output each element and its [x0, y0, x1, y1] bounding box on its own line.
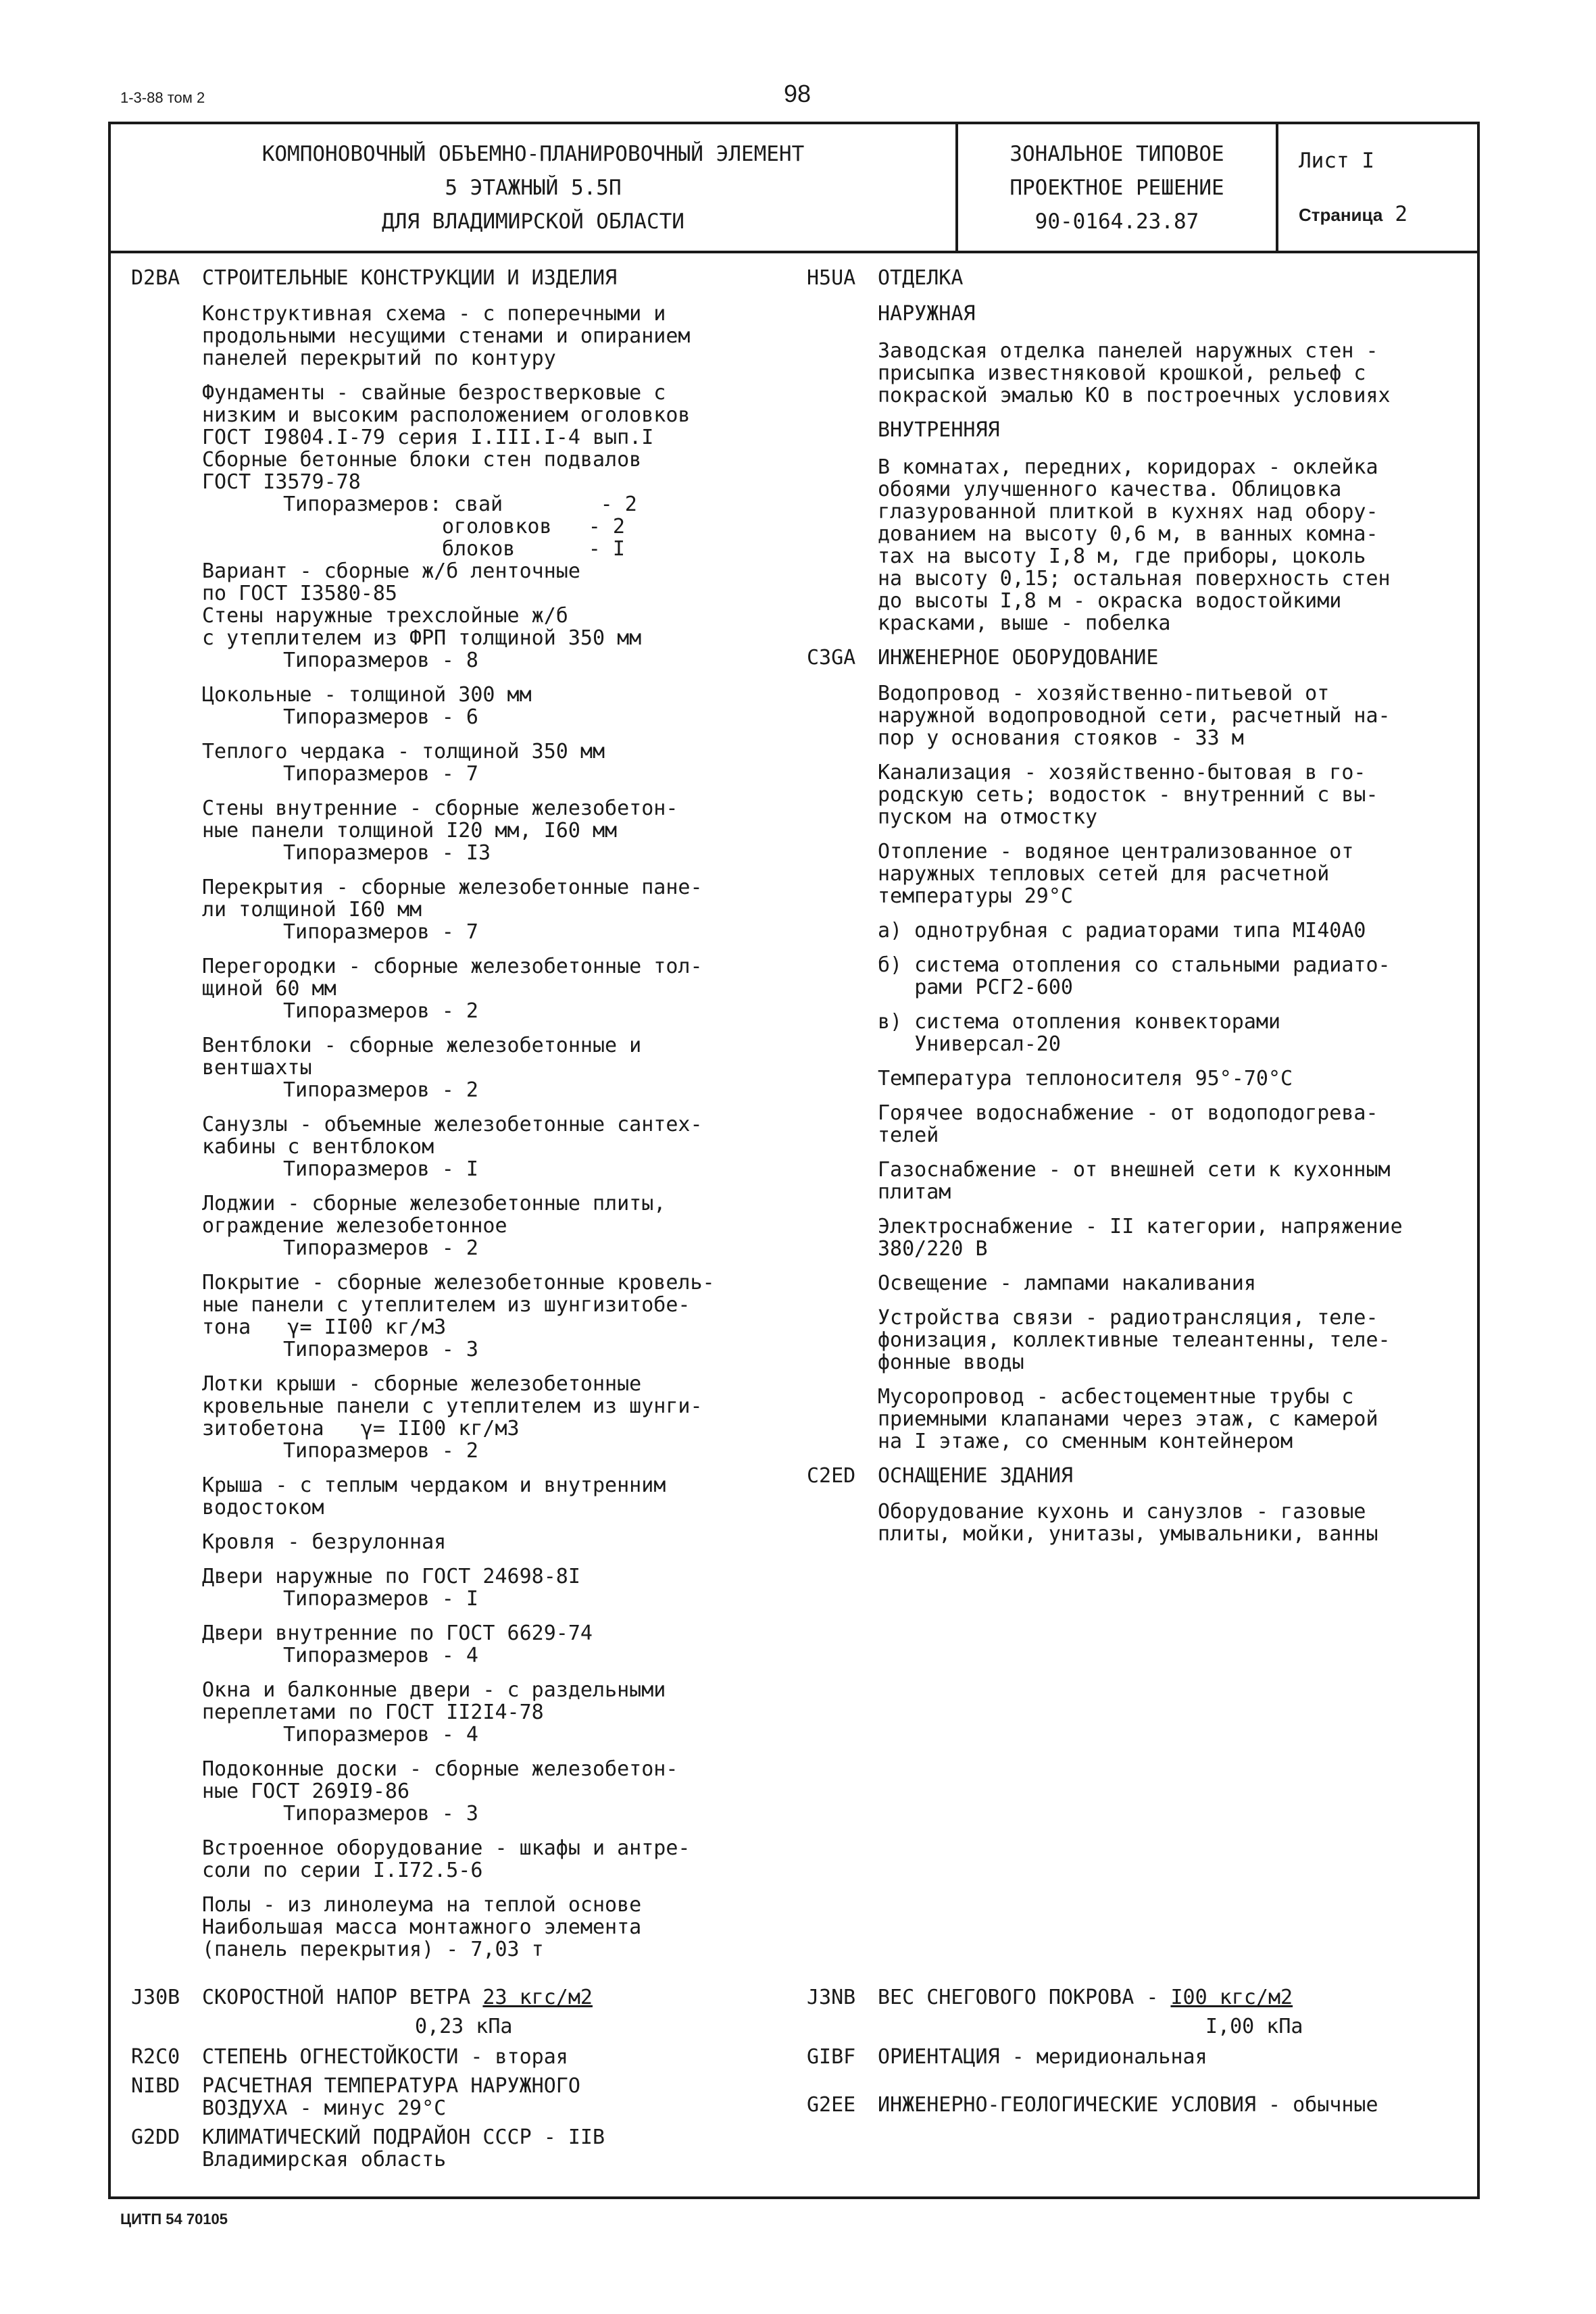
item-windows: Окна и балконные двери - с раздельными переплетами по ГОСТ II2I4-78	[202, 1678, 666, 1724]
item-tiporazmer-sanuzly: Типоразмеров - I	[283, 1157, 478, 1181]
item-structural-scheme: Конструктивная схема - с поперечными и продольными несущими стенами и опиранием панелей перекрытий по контуру	[202, 302, 691, 370]
item-tiporazmer-inner: Типоразмеров - I3	[283, 841, 491, 865]
item-tiporazmer-floors: Типоразмеров - 7	[283, 920, 478, 944]
section-code: D2BA	[131, 266, 180, 290]
item-heating-c: в) система отопления конвекторами Универсал-20	[878, 1010, 1281, 1056]
item-sanuzly: Санузлы - объемные железобетонные сантех- кабины с вентблоком	[202, 1113, 703, 1159]
param-climate: G2DD КЛИМАТИЧЕСКИЙ ПОДРАЙОН СССР - IIВ Владимирская область	[131, 2126, 605, 2171]
sub-label-inner: ВНУТРЕННЯЯ	[878, 418, 1000, 442]
section-header-finish	[807, 267, 1455, 289]
item-tiporazmer-roofing: Типоразмеров - 3	[283, 1338, 478, 1361]
item-inner-finish: В комнатах, передних, коридорах - оклейка обоями улучшенного качества. Облицовка глазурованной плиткой в кухнях над обору- дованием на высоту 0,6 м, в ванных комна- тах на высоту I,8 м, где приборы, цоколь на высоту 0,15; остальная поверхность стен до высоты I,8 м - окраска водостойкими красками, выше - побелка	[878, 455, 1391, 635]
footer-publisher: ЦИТП 54 70105	[120, 2211, 228, 2228]
param-wind: J30B СКОРОСТНОЙ НАПОР ВЕТРА 23 кгс/м2	[131, 1986, 593, 2009]
title-line-1: КОМПОНОВОЧНЫЙ ОБЪЕМНО-ПЛАНИРОВОЧНЫЙ ЭЛЕМЕНТ	[261, 141, 805, 166]
item-loggias: Лоджии - сборные железобетонные плиты, ограждение железобетонное	[202, 1192, 666, 1238]
section-title: ОСНАЩЕНИЕ ЗДАНИЯ	[878, 1464, 1073, 1488]
sheet-info	[1278, 124, 1477, 251]
right-column	[807, 267, 1455, 1557]
item-tiporazmer-windows: Типоразмеров - 4	[283, 1723, 478, 1746]
item-coolant-temp: Температура теплоносителя 95°-70°С	[878, 1067, 1293, 1090]
code-line-1: ЗОНАЛЬНОЕ ТИПОВОЕ	[1009, 141, 1224, 166]
item-outer-doors: Двери наружные по ГОСТ 24698-8I	[202, 1565, 580, 1588]
item-tiporazmer-cokol: Типоразмеров - 6	[283, 705, 478, 729]
page-number: 98	[783, 80, 812, 107]
item-trays: Лотки крыши - сборные железобетонные кровельные панели с утеплителем из шунги- зитобетона γ= II00 кг/м3	[202, 1372, 703, 1440]
item-equipment: Оборудование кухонь и санузлов - газовые плиты, мойки, унитазы, умывальники, ванны	[878, 1500, 1378, 1546]
params-right	[807, 1986, 1455, 2123]
item-tiporazmer-trays: Типоразмеров - 2	[283, 1439, 478, 1463]
item-partitions: Перегородки - сборные железобетонные тол- щиной 60 мм	[202, 955, 703, 1001]
series-reference: 1-3-88 том 2	[120, 89, 205, 106]
section-header-equipment	[807, 1465, 1455, 1487]
item-water-supply: Водопровод - хозяйственно-питьевой от наружной водопроводной сети, расчетный на- пор у основания стояков - 33 м	[878, 682, 1391, 750]
left-column	[131, 267, 868, 1973]
section-code: C2ED	[807, 1464, 856, 1488]
item-tiporazmer-outer-doors: Типоразмеров - I	[283, 1587, 478, 1611]
item-outer-finish: Заводская отделка панелей наружных стен - присыпка известняковой крошкой, рельеф с покраской эмалью КО в построечных условиях	[878, 339, 1391, 407]
param-geology: G2EE ИНЖЕНЕРНО-ГЕОЛОГИЧЕСКИЕ УСЛОВИЯ - обычные	[807, 2093, 1378, 2117]
item-sewerage: Канализация - хозяйственно-бытовая в го- родскую сеть; водосток - внутренний с вы- пуском на отмостку	[878, 761, 1378, 829]
page-value: 2	[1395, 202, 1407, 227]
item-tiporazmer-cherdak: Типоразмеров - 7	[283, 762, 478, 786]
item-tiporazmer-inner-doors: Типоразмеров - 4	[283, 1644, 478, 1667]
wind-kpa: 0,23 кПа	[415, 2015, 513, 2038]
item-tiporazmer-vent: Типоразмеров - 2	[283, 1078, 478, 1102]
section-code: C3GA	[807, 646, 856, 670]
item-lighting: Освещение - лампами накаливания	[878, 1272, 1256, 1295]
code-line-3: 90-0164.23.87	[1034, 209, 1199, 234]
params-left	[131, 1986, 807, 2178]
item-inner-walls: Стены внутренние - сборные железобетон- ные панели толщиной I20 мм, I60 мм	[202, 797, 678, 842]
wind-value: 23 кгс/м2	[482, 1986, 593, 2009]
item-tiporazmer-loggias: Типоразмеров - 2	[283, 1236, 478, 1260]
item-gas-supply: Газоснабжение - от внешней сети к кухонным плитам	[878, 1158, 1391, 1204]
title-line-2: 5 ЭТАЖНЫЙ 5.5П	[445, 175, 622, 200]
snow-kpa: I,00 кПа	[1205, 2015, 1303, 2038]
item-floors: Перекрытия - сборные железобетонные пане- ли толщиной I60 мм	[202, 876, 703, 922]
page-label: Страница 2	[1299, 202, 1407, 227]
item-garbage-chute: Мусоропровод - асбестоцементные трубы с приемными клапанами через этаж, с камерой на I этаже, со сменным контейнером	[878, 1385, 1378, 1453]
item-foundations: Фундаменты - свайные безростверковые с низким и высоким расположением оголовков ГОСТ I9804.I-79 серия I.III.I-4 вып.I Сборные бетонные блоки стен подвалов ГОСТ I3579-78	[202, 381, 691, 494]
code-line-2: ПРОЕКТНОЕ РЕШЕНИЕ	[1009, 175, 1224, 200]
item-heating-b: б) система отопления со стальными радиато- рами РСГ2-600	[878, 953, 1391, 999]
item-inner-doors: Двери внутренние по ГОСТ 6629-74	[202, 1621, 593, 1645]
param-snow: J3NB ВЕС СНЕГОВОГО ПОКРОВА - I00 кгс/м2	[807, 1986, 1293, 2009]
sub-label-outer: НАРУЖНАЯ	[878, 302, 976, 326]
item-tiporazmer-partitions: Типоразмеров - 2	[283, 999, 478, 1023]
item-tiporazmer-outer: Типоразмеров - 8	[283, 649, 478, 672]
item-cokol: Цокольные - толщиной 300 мм	[202, 683, 532, 707]
project-code-block	[958, 124, 1278, 251]
title-line-3: ДЛЯ ВЛАДИМИРСКОЙ ОБЛАСТИ	[382, 209, 684, 234]
sheet-label: Лист I	[1299, 148, 1374, 173]
param-fire: R2C0 СТЕПЕНЬ ОГНЕСТОЙКОСТИ - вторая	[131, 2045, 568, 2069]
item-sills: Подоконные доски - сборные железобетон- ные ГОСТ 269I9-86	[202, 1757, 678, 1803]
param-temperature: NIBD РАСЧЕТНАЯ ТЕМПЕРАТУРА НАРУЖНОГО ВОЗДУХА - минус 29°С	[131, 2074, 580, 2120]
item-power-supply: Электроснабжение - II категории, напряжение 380/220 В	[878, 1215, 1403, 1261]
section-title: СТРОИТЕЛЬНЫЕ КОНСТРУКЦИИ И ИЗДЕЛИЯ	[202, 266, 618, 290]
param-orientation: GIBF ОРИЕНТАЦИЯ - меридиональная	[807, 2045, 1207, 2069]
item-built-in: Встроенное оборудование - шкафы и антре- соли по серии I.I72.5-6	[202, 1836, 691, 1882]
item-communications: Устройства связи - радиотрансляция, теле- фонизация, коллективные телеантенны, теле- фонные вводы	[878, 1306, 1391, 1374]
item-heating: Отопление - водяное централизованное от наружных тепловых сетей для расчетной температуры 29°С	[878, 840, 1354, 908]
item-roofing: Покрытие - сборные железобетонные кровель- ные панели с утеплителем из шунгизитобе- тона γ= II00 кг/м3	[202, 1271, 715, 1339]
section-header-engineering	[807, 647, 1455, 669]
item-cherdak: Теплого чердака - толщиной 350 мм	[202, 740, 605, 763]
item-floors-linoleum: Полы - из линолеума на теплой основе Наибольшая масса монтажного элемента (панель перекрытия) - 7,03 т	[202, 1893, 642, 1961]
title-block	[108, 122, 1480, 253]
section-title: ОТДЕЛКА	[878, 266, 964, 290]
content-frame	[108, 253, 1480, 2199]
item-heating-a: а) однотрубная с радиаторами типа МI40А0	[878, 919, 1366, 942]
item-hot-water: Горячее водоснабжение - от водоподогрева- телей	[878, 1101, 1378, 1147]
item-roof-covering: Кровля - безрулонная	[202, 1530, 447, 1554]
item-tiporazmer-block: Типоразмеров: свай - 2 оголовков - 2 блоков - I	[283, 493, 637, 561]
document-title	[111, 124, 958, 251]
snow-value: I00 кгс/м2	[1170, 1986, 1293, 2009]
item-roof: Крыша - с теплым чердаком и внутренним водостоком	[202, 1474, 666, 1519]
item-ventblocks: Вентблоки - сборные железобетонные и вентшахты	[202, 1034, 642, 1080]
section-header-constructions	[131, 267, 868, 289]
item-variant-walls: Вариант - сборные ж/б ленточные по ГОСТ I3580-85 Стены наружные трехслойные ж/б с утеплителем из ФРП толщиной 350 мм	[202, 559, 642, 650]
section-title: ИНЖЕНЕРНОЕ ОБОРУДОВАНИЕ	[878, 646, 1159, 670]
item-tiporazmer-sills: Типоразмеров - 3	[283, 1802, 478, 1826]
section-code: H5UA	[807, 266, 856, 290]
